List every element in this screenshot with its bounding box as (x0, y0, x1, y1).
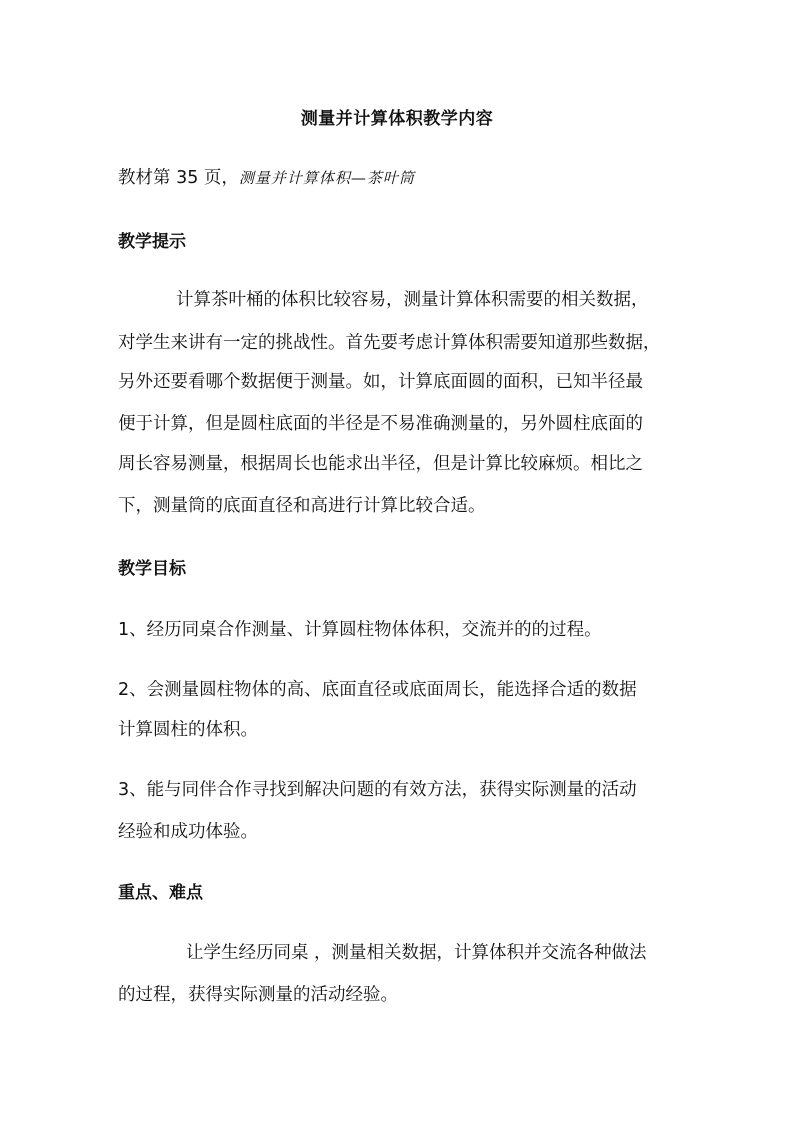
tips-line-2: 对学生来讲有一定的挑战性。首先要考虑计算体积需要知道那些数据， (118, 333, 661, 353)
goal-2-line-2: 计算圆柱的体积。 (118, 720, 258, 740)
goal-3-line-1: 3、能与同伴合作寻找到解决问题的有效方法，获得实际测量的活动 (118, 780, 637, 800)
source-suffix: 测量并计算体积—茶叶筒 (238, 169, 415, 187)
tips-line-4: 便于计算，但是圆柱底面的半径是不易准确测量的，另外圆柱底面的 (118, 414, 643, 434)
section-heading-tips: 教学提示 (118, 232, 186, 252)
page-title: 测量并计算体积教学内容 (300, 109, 494, 129)
section-heading-key: 重点、难点 (118, 883, 203, 903)
key-line-1: 让学生经历同桌 ，测量相关数据，计算体积并交流各种做法 (186, 943, 647, 963)
tips-line-6: 下，测量筒的底面直径和高进行计算比较合适。 (118, 496, 486, 516)
source-line (118, 166, 698, 190)
source-prefix: 教材第 35 页， (118, 168, 239, 188)
key-line-2: 的过程，获得实际测量的活动经验。 (118, 985, 398, 1005)
goal-3-line-2: 经验和成功体验。 (118, 822, 258, 842)
tips-line-3: 另外还要看哪个数据便于测量。如，计算底面圆的面积，已知半径最 (118, 372, 643, 392)
tips-line-1: 计算茶叶桶的体积比较容易，测量计算体积需要的相关数据， (176, 290, 649, 310)
section-heading-goals: 教学目标 (118, 559, 186, 579)
goal-2-line-1: 2、会测量圆柱物体的高、底面直径或底面周长，能选择合适的数据 (118, 680, 637, 700)
tips-line-5: 周长容易测量，根据周长也能求出半径，但是计算比较麻烦。相比之 (118, 454, 643, 474)
goal-1: 1、经历同桌合作测量、计算圆柱物体体积，交流并的的过程。 (118, 620, 602, 640)
